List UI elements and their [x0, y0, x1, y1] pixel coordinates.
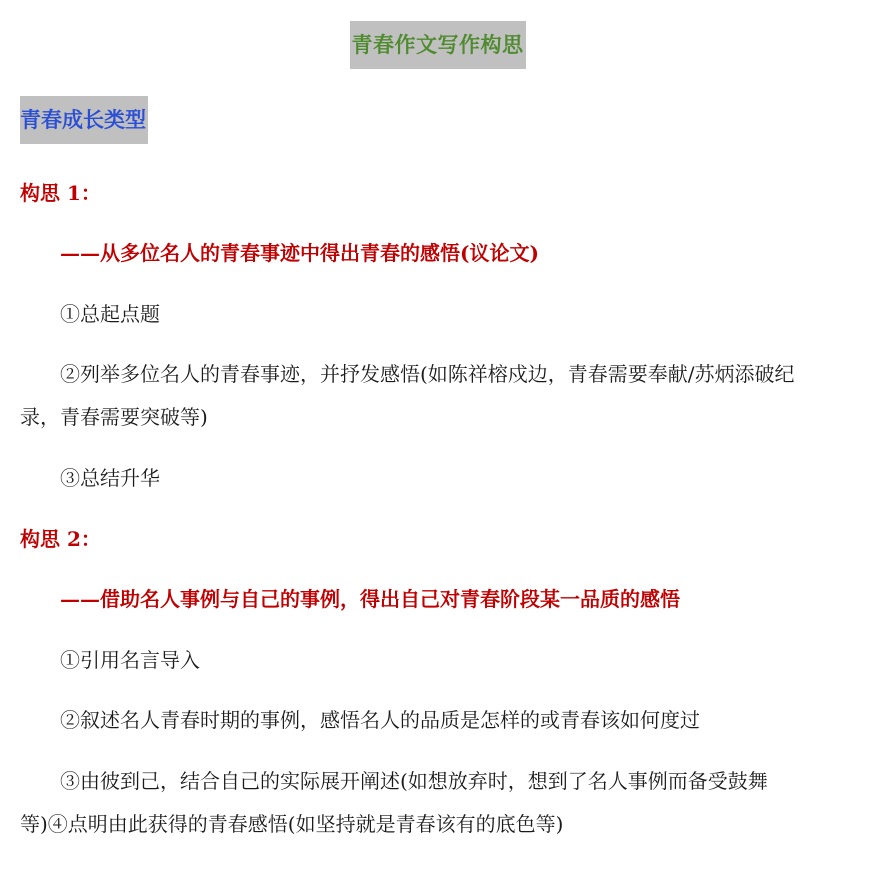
- idea-1-description: ——从多位名人的青春事迹中得出青春的感悟(议论文): [60, 241, 539, 265]
- idea-2-step-3: ③由彼到己，结合自己的实际展开阐述(如想放弃时，想到了名人事例而备受鼓舞等)④点明由此获得的青春感悟(如坚持就是青春该有的底色等): [20, 769, 768, 836]
- idea-2-label: 构思 2：: [20, 527, 101, 551]
- document-title: 青春作文写作构思: [350, 21, 526, 69]
- section-heading: 青春成长类型: [20, 96, 148, 144]
- idea-1-label: 构思 1：: [20, 181, 101, 205]
- idea-2-description: ——借助名人事例与自己的事例，得出自己对青春阶段某一品质的感悟: [60, 587, 680, 611]
- idea-1-step-3: ③总结升华: [60, 466, 160, 490]
- idea-1-step-1: ①总起点题: [60, 302, 160, 326]
- idea-2-step-2: ②叙述名人青春时期的事例，感悟名人的品质是怎样的或青春该如何度过: [60, 708, 700, 732]
- idea-1-step-2: ②列举多位名人的青春事迹，并抒发感悟(如陈祥榕戍边，青春需要奉献/苏炳添破纪录，青春需要突破等): [20, 362, 795, 429]
- idea-2-step-1: ①引用名言导入: [60, 648, 200, 672]
- title-container: [0, 21, 875, 69]
